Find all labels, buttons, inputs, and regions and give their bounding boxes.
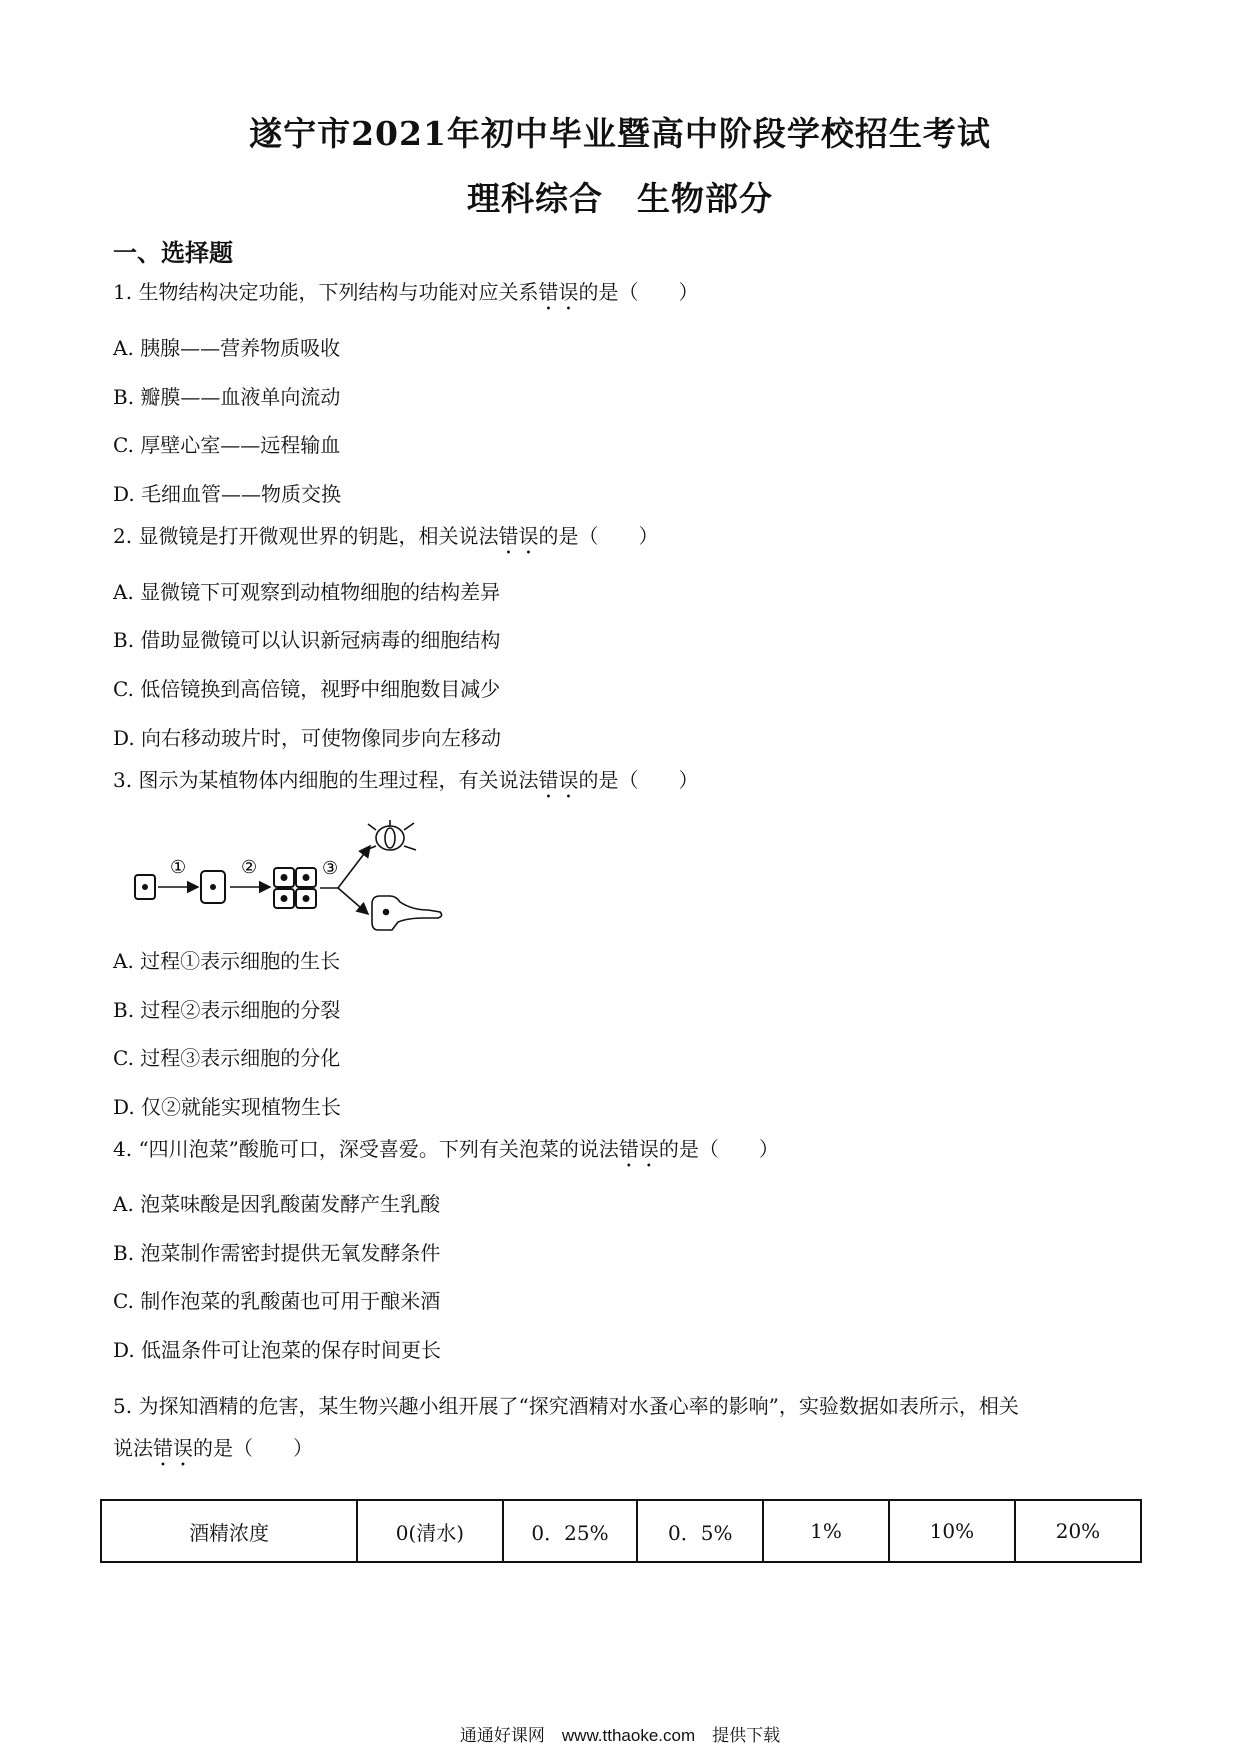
question-4-tail: 的是（ ） — [658, 1137, 779, 1161]
question-3-option-d: D. 仅②就能实现植物生长 — [113, 1095, 342, 1119]
question-3-option-b: B. 过程②表示细胞的分裂 — [113, 998, 341, 1022]
cell-process-diagram — [128, 818, 448, 936]
question-2-option-d: D. 向右移动玻片时，可使物像同步向左移动 — [113, 726, 502, 750]
table-cell: 酒精浓度 — [101, 1500, 357, 1562]
question-5-line-2 — [113, 1432, 313, 1471]
question-1-emphasis: 错误 — [538, 280, 579, 304]
question-1-option-d: D. 毛细血管——物质交换 — [113, 482, 342, 506]
question-5-tail: 的是（ ） — [193, 1436, 313, 1460]
question-3-option-c: C. 过程③表示细胞的分化 — [113, 1046, 341, 1070]
question-4-text: 4. “四川泡菜”酸脆可口，深受喜爱。下列有关泡菜的说法 — [113, 1137, 619, 1161]
table-cell: 1% — [763, 1500, 889, 1562]
page-footer: 通通好课网 www.tthaoke.com 提供下载 — [459, 1726, 781, 1745]
question-2-text: 2. 显微镜是打开微观世界的钥匙，相关说法 — [113, 524, 499, 548]
question-3 — [113, 764, 698, 803]
question-4-option-c: C. 制作泡菜的乳酸菌也可用于酿米酒 — [113, 1289, 441, 1313]
divided-cells — [274, 868, 316, 908]
question-1-option-c: C. 厚壁心室——远程输血 — [113, 433, 341, 457]
question-1-tail: 的是（ ） — [578, 280, 699, 304]
section-heading: 一、选择题 — [113, 238, 233, 267]
root-hair-cell — [372, 896, 442, 930]
question-2-option-b: B. 借助显微镜可以认识新冠病毒的细胞结构 — [113, 628, 501, 652]
label-3: ③ — [322, 858, 339, 879]
question-2-option-c: C. 低倍镜换到高倍镜，视野中细胞数目减少 — [113, 677, 501, 701]
arrow-3-up — [338, 846, 370, 888]
question-5: 5. 为探知酒精的危害，某生物兴趣小组开展了“探究酒精对水蚤心率的影响”，实验数据如表所示，相关 — [113, 1394, 1019, 1418]
table-cell: 10% — [889, 1500, 1015, 1562]
question-3-option-a: A. 过程①表示细胞的生长 — [113, 949, 341, 973]
question-4-option-b: B. 泡菜制作需密封提供无氧发酵条件 — [113, 1241, 441, 1265]
exam-subtitle: 理科综合 生物部分 — [467, 179, 773, 218]
question-4 — [113, 1133, 779, 1172]
question-2-emphasis: 错误 — [498, 524, 539, 548]
label-2: ② — [241, 857, 258, 878]
question-5-emphasis: 错误 — [153, 1436, 193, 1460]
question-2 — [113, 520, 658, 559]
question-3-emphasis: 错误 — [538, 768, 579, 792]
question-4-option-d: D. 低温条件可让泡菜的保存时间更长 — [113, 1338, 442, 1362]
question-1-option-a: A. 胰腺——营养物质吸收 — [113, 336, 341, 360]
question-4-emphasis: 错误 — [618, 1137, 659, 1161]
question-4-option-a: A. 泡菜味酸是因乳酸菌发酵产生乳酸 — [113, 1192, 441, 1216]
table-cell: 20% — [1015, 1500, 1141, 1562]
question-1-option-b: B. 瓣膜——血液单向流动 — [113, 385, 341, 409]
table-cell: 0．25% — [503, 1500, 638, 1562]
question-2-option-a: A. 显微镜下可观察到动植物细胞的结构差异 — [113, 580, 501, 604]
alcohol-concentration-table — [100, 1499, 1142, 1563]
question-3-text: 3. 图示为某植物体内细胞的生理过程，有关说法 — [113, 768, 539, 792]
table-row — [101, 1500, 1141, 1562]
question-1-text: 1. 生物结构决定功能，下列结构与功能对应关系 — [113, 280, 539, 304]
question-1 — [113, 276, 698, 315]
table-cell: 0(清水) — [357, 1500, 502, 1562]
label-1: ① — [170, 857, 187, 878]
question-5-text: 说法 — [113, 1436, 153, 1460]
arrow-3-down — [338, 888, 368, 914]
question-2-tail: 的是（ ） — [538, 524, 659, 548]
stoma-cells — [366, 820, 416, 850]
exam-title: 遂宁市2021年初中毕业暨高中阶段学校招生考试 — [249, 114, 991, 153]
table-cell: 0．5% — [637, 1500, 763, 1562]
question-3-tail: 的是（ ） — [578, 768, 699, 792]
